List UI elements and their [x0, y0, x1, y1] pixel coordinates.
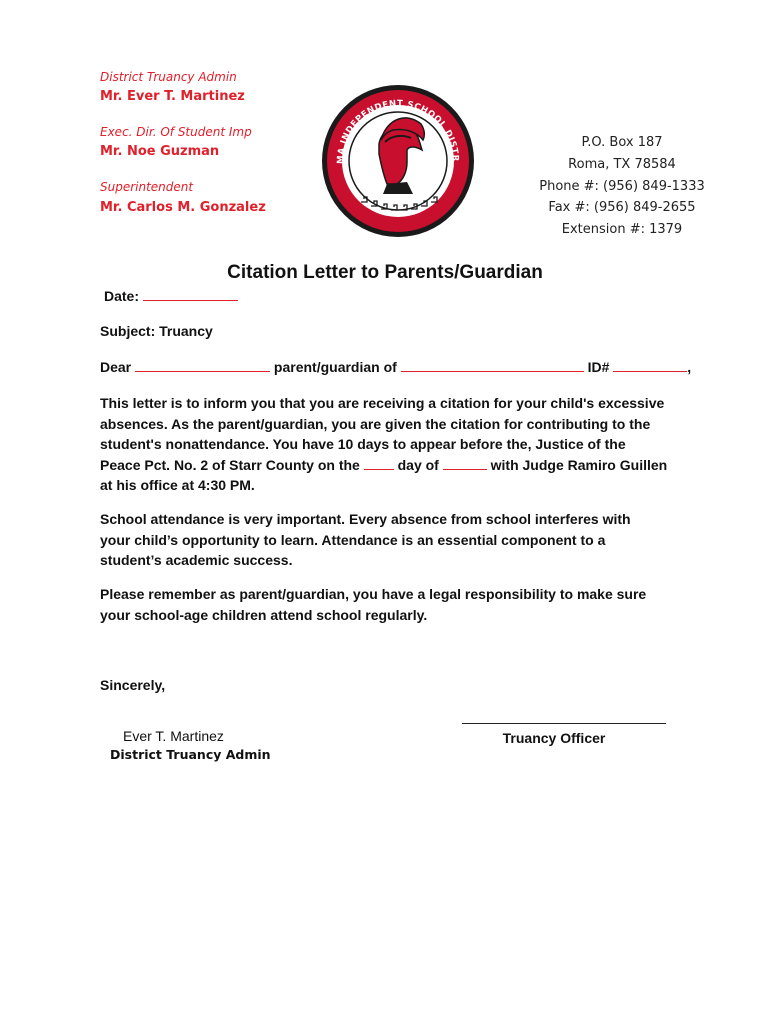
- guardian-name-blank: [401, 370, 584, 372]
- paragraph-attendance: [100, 509, 631, 571]
- staff-name-1: Mr. Ever T. Martinez: [100, 89, 245, 104]
- paragraph-responsibility: [100, 584, 646, 625]
- paragraph-line: This letter is to inform you that you are receiving a citation for your child's excessive: [100, 395, 665, 411]
- id-label: ID#: [587, 359, 610, 375]
- parent-of-label: parent/guardian of: [273, 359, 397, 375]
- address-fax: Fax #: (956) 849-2655: [548, 200, 696, 215]
- date-blank: [143, 299, 238, 301]
- staff-role-3: Superintendent: [100, 180, 194, 194]
- svg-text:ROMA INDEPENDENT SCHOOL DISTRI: MA INDEPENDENT SCHOOL DISTR: [335, 98, 461, 165]
- paragraph-line-with-blanks: [100, 455, 667, 476]
- dear-label: Dear: [100, 359, 132, 375]
- id-blank: [613, 370, 687, 372]
- date-line: [104, 286, 238, 307]
- paragraph-line: student’s academic success.: [100, 552, 293, 568]
- staff-role-2: Exec. Dir. Of Student Imp: [100, 125, 252, 139]
- closing: Sincerely,: [100, 677, 166, 693]
- staff-name-3: Mr. Carlos M. Gonzalez: [100, 200, 266, 215]
- address-extension: Extension #: 1379: [561, 222, 683, 237]
- paragraph-line: at his office at 4:30 PM.: [100, 477, 255, 493]
- subject-line: Subject: Truancy: [100, 323, 213, 339]
- text-segment: Peace Pct. No. 2 of Starr County on the: [100, 456, 360, 473]
- signer-title: District Truancy Admin: [110, 747, 271, 762]
- salutation-line: [100, 357, 691, 378]
- paragraph-citation: [100, 393, 667, 496]
- signer-name: Ever T. Martinez: [123, 728, 224, 744]
- date-label: Date:: [104, 288, 140, 304]
- day-blank: [364, 468, 394, 470]
- address-po-box: P.O. Box 187: [581, 135, 663, 150]
- address-phone: Phone #: (956) 849-1333: [539, 179, 705, 194]
- district-seal-logo: [321, 84, 475, 238]
- paragraph-line: absences. As the parent/guardian, you are given the citation for contributing to the: [100, 415, 651, 432]
- letter-title: Citation Letter to Parents/Guardian: [227, 262, 543, 283]
- staff-name-2: Mr. Noe Guzman: [100, 144, 220, 159]
- staff-role-1: District Truancy Admin: [100, 70, 237, 84]
- dear-comma: ,: [687, 359, 692, 375]
- address-city: Roma, TX 78584: [568, 157, 676, 172]
- text-segment: day of: [397, 456, 439, 473]
- paragraph-line: Please remember as parent/guardian, you have a legal responsibility to make sure: [100, 586, 647, 602]
- officer-title: Truancy Officer: [502, 730, 606, 746]
- officer-signature-line: [462, 723, 666, 724]
- paragraph-line: your child’s opportunity to learn. Attendance is an essential component to a: [100, 531, 606, 548]
- text-segment: with Judge Ramiro Guillen: [490, 456, 668, 473]
- paragraph-line: your school-age children attend school regularly.: [100, 606, 428, 623]
- student-name-blank: [135, 370, 270, 372]
- paragraph-line: School attendance is very important. Every absence from school interferes with: [100, 511, 631, 527]
- paragraph-line: student's nonattendance. You have 10 days to appear before the, Justice of the: [100, 436, 626, 452]
- month-blank: [443, 468, 487, 470]
